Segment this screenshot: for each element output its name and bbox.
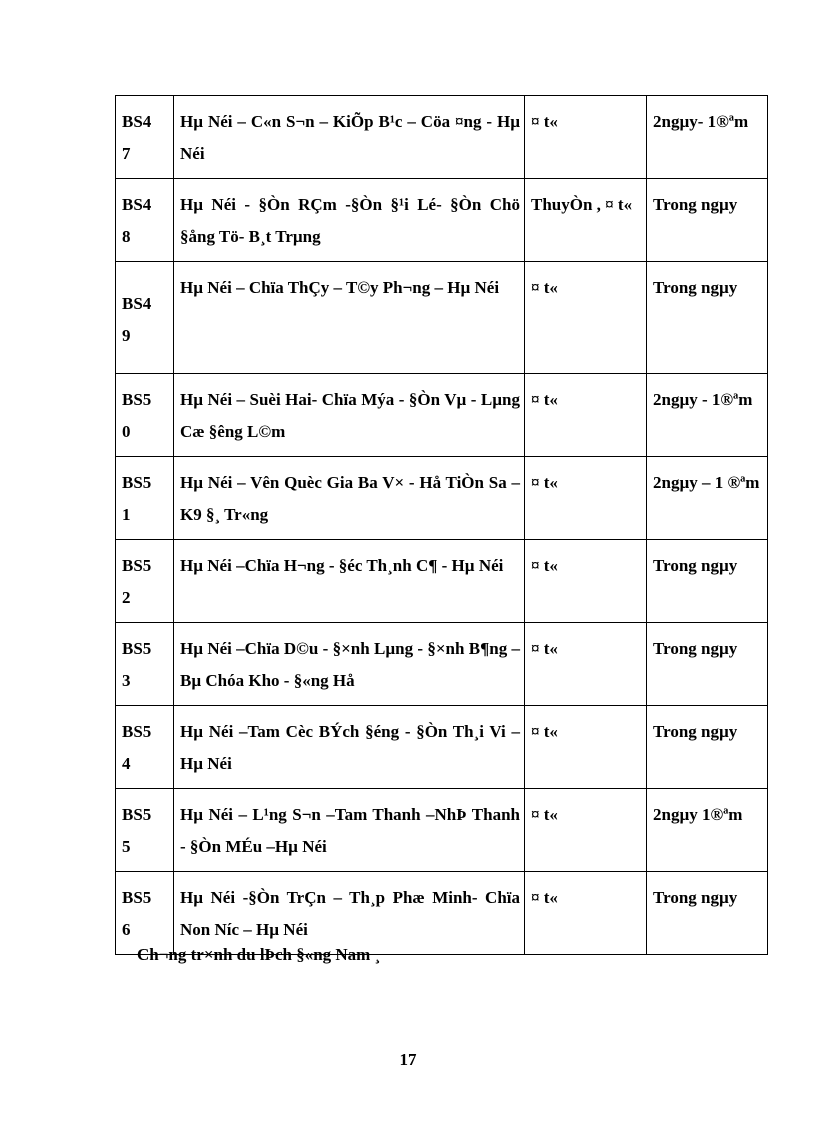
table-row xyxy=(116,789,768,872)
tour-route: Hµ Néi – Suèi Hai- Chïa Mýa - §Òn Vµ - Lµng Cæ §êng L©m xyxy=(174,374,525,457)
tour-duration: Trong ngµy xyxy=(647,706,768,789)
table-row xyxy=(116,96,768,179)
table-caption: Ch¬ng tr×nh du lÞch §«ng Nam ¸ xyxy=(137,945,381,964)
tour-route: Hµ Néi – C«n S¬n – KiÕp B¹c – Cöa ¤ng - Hµ Néi xyxy=(174,96,525,179)
tour-code: BS5 5 xyxy=(116,789,174,872)
tour-duration: Trong ngµy xyxy=(647,179,768,262)
tour-duration: 2ngµy 1®ªm xyxy=(647,789,768,872)
table-row xyxy=(116,706,768,789)
tour-duration: 2ngµy- 1®ªm xyxy=(647,96,768,179)
tour-transport: ¤ t« xyxy=(525,96,647,179)
tour-route: Hµ Néi – Vên Quèc Gia Ba V× - Hå TiÒn Sa – K9 §¸ Tr«ng xyxy=(174,457,525,540)
tour-route: Hµ Néi –Chïa H¬ng - §éc Th¸nh C¶ - Hµ Néi xyxy=(174,540,525,623)
tour-duration: 2ngµy - 1®ªm xyxy=(647,374,768,457)
tour-transport: ¤ t« xyxy=(525,872,647,955)
table-row xyxy=(116,457,768,540)
tour-duration: Trong ngµy xyxy=(647,262,768,374)
tour-route: Hµ Néi - §Òn RÇm -§Òn §¹i Lé- §Òn Chö §ång Tö- B¸t Trµng xyxy=(174,179,525,262)
tour-route: Hµ Néi – L¹ng S¬n –Tam Thanh –NhÞ Thanh - §Òn MÉu –Hµ Néi xyxy=(174,789,525,872)
table-row xyxy=(116,872,768,955)
tour-transport: ¤ t« xyxy=(525,789,647,872)
table-row xyxy=(116,262,768,374)
tour-transport: ¤ t« xyxy=(525,374,647,457)
tour-code: BS5 1 xyxy=(116,457,174,540)
tour-duration: Trong ngµy xyxy=(647,872,768,955)
tour-duration: Trong ngµy xyxy=(647,540,768,623)
table-row xyxy=(116,374,768,457)
tour-transport: ¤ t« xyxy=(525,540,647,623)
tour-transport: ThuyÒn , ¤ t« xyxy=(525,179,647,262)
tour-table-body xyxy=(116,96,768,955)
table-row xyxy=(116,623,768,706)
tour-code: BS4 8 xyxy=(116,179,174,262)
tour-code: BS5 0 xyxy=(116,374,174,457)
tour-duration: Trong ngµy xyxy=(647,623,768,706)
table-row xyxy=(116,179,768,262)
tour-duration: 2ngµy – 1 ®ªm xyxy=(647,457,768,540)
table-row xyxy=(116,540,768,623)
tour-code: BS4 9 xyxy=(116,262,174,374)
tour-code: BS4 7 xyxy=(116,96,174,179)
tour-transport: ¤ t« xyxy=(525,623,647,706)
page-number: 17 xyxy=(399,1050,417,1069)
tour-code: BS5 4 xyxy=(116,706,174,789)
tour-transport: ¤ t« xyxy=(525,706,647,789)
tour-transport: ¤ t« xyxy=(525,457,647,540)
tour-code: BS5 2 xyxy=(116,540,174,623)
tour-transport: ¤ t« xyxy=(525,262,647,374)
tour-route: Hµ Néi –Tam Cèc BÝch §éng - §Òn Th¸i Vi – Hµ Néi xyxy=(174,706,525,789)
tour-code: BS5 3 xyxy=(116,623,174,706)
tour-table xyxy=(115,95,768,955)
tour-route: Hµ Néi -§Òn TrÇn – Th¸p Phæ Minh- Chïa Non Níc – Hµ Néi xyxy=(174,872,525,955)
tour-route: Hµ Néi – Chïa ThÇy – T©y Ph¬ng – Hµ Néi xyxy=(174,262,525,374)
tour-route: Hµ Néi –Chïa D©u - §×nh Lµng - §×nh B¶ng –Bµ Chóa Kho - §«ng Hå xyxy=(174,623,525,706)
tour-code: BS5 6 xyxy=(116,872,174,955)
